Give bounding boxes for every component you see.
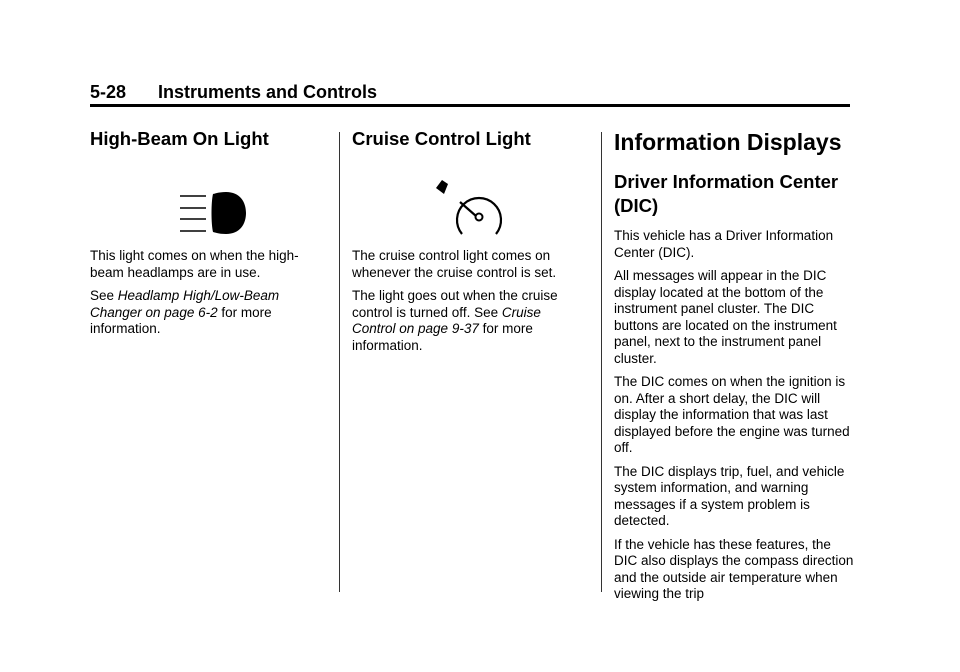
cruise-control-section (352, 128, 577, 361)
cruise-control-description: The cruise control light comes on whenever the cruise control is set. (352, 248, 557, 280)
cruise-control-icon-container (352, 150, 577, 248)
cruise-control-heading: Cruise Control Light (352, 128, 531, 149)
column-divider (339, 132, 340, 592)
section-title: Instruments and Controls (158, 82, 378, 102)
dic-paragraph-4: The DIC displays trip, fuel, and vehicle system information, and warning messages if a system problem is detected. (614, 463, 845, 528)
column-divider (601, 132, 602, 592)
cruise-control-link[interactable]: Cruise Control on page 9-37 (352, 304, 541, 336)
high-beam-reference: See Headlamp High/Low-Beam Changer on page 6-2 for more information. (90, 288, 280, 336)
information-displays-section (614, 128, 854, 610)
high-beam-icon-container (90, 150, 315, 248)
high-beam-section (90, 128, 315, 345)
high-beam-headlamp-icon (178, 188, 258, 238)
high-beam-heading: High-Beam On Light (90, 128, 269, 149)
high-beam-description: This light comes on when the high-beam headlamps are in use. (90, 248, 299, 280)
headlamp-changer-link[interactable]: Headlamp High/Low-Beam Changer on page 6-2 (90, 288, 280, 320)
page-header (90, 82, 850, 107)
information-displays-heading: Information Displays (614, 129, 842, 155)
dic-paragraph-5: If the vehicle has these features, the DIC also displays the compass direction and the outside air temperature when viewing the trip (614, 536, 854, 601)
page-number: 5-28 (90, 82, 127, 102)
dic-subheading: Driver Information Center (DIC) (614, 171, 839, 216)
dic-paragraph-1: This vehicle has a Driver Information Center (DIC). (614, 228, 834, 260)
cruise-control-reference: The light goes out when the cruise control is turned off. See Cruise Control on page 9-37 for more information. (352, 288, 558, 353)
dic-paragraph-3: The DIC comes on when the ignition is on. After a short delay, the DIC will display the information that was last displayed before the engine was turned off. (614, 374, 850, 455)
cruise-control-speedometer-icon (432, 178, 512, 238)
dic-paragraph-2: All messages will appear in the DIC display located at the bottom of the instrument panel cluster. The DIC buttons are located on the instrument panel, next to the instrument panel cluster. (614, 268, 837, 366)
